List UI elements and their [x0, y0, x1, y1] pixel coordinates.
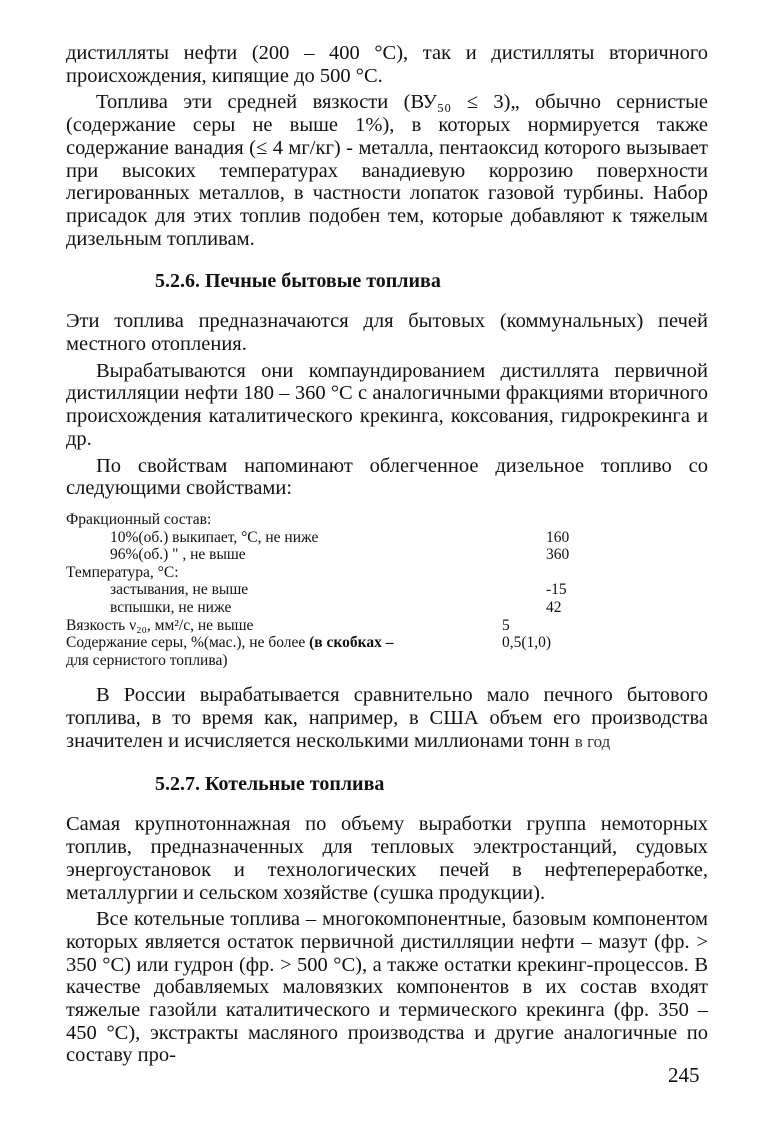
property-label: Температура, °С: [66, 563, 179, 581]
property-label: Вязкость ν₂₀, мм²/с, не выше [66, 616, 254, 634]
properties-table [66, 511, 708, 669]
paragraph-purpose: Эти топлива предназначаются для бытовых (коммунальных) печей местного отопления. [66, 310, 708, 356]
table-row [66, 617, 708, 635]
paragraph-fuel-viscosity: Топлива эти средней вязкости (ВУ₅₀ ≤ 3)„ обычно сернистые (содержание серы не выше 1%), в которых нормируется также содержание ванадия (≤ 4 мг/кг) - металла, пентаоксид которого вызывает при высоких температурах ванадиевую коррозию поверхности легированных металлов, в частности лопаток газовой турбины. Набор присадок для этих топлив подобен тем, которые добавляют к тяжелым дизельным топливам. [66, 91, 708, 250]
property-label: для сернистого топлива) [66, 651, 228, 669]
property-value: 5 [502, 616, 510, 634]
property-label: застывания, не выше [110, 581, 249, 599]
table-row [66, 529, 708, 547]
paragraph-russia-tail: в год [574, 731, 611, 751]
property-label: вспышки, не ниже [110, 598, 232, 616]
paragraph-boiler-components: Все котельные топлива – многокомпонентные, базовым компонентом которых является остаток первичной дистилляции нефти – мазут (фр. > 350 °С) или гудрон (фр. > 500 °С), а также остатки крекинг-процессов. В качестве добавляемых маловязких компонентов в их состав входят тяжелые газойли каталитического и термического крекинга (фр. 350 – 450 °С), экстракты масляного производства и другие аналогичные по составу про- [66, 908, 708, 1067]
section-heading-5-2-7: 5.2.7. Котельные топлива [155, 773, 385, 796]
paragraph-distillates: дистилляты нефти (200 – 400 °С), так и дистилляты вторичного происхождения, кипящие до 500 °С. [66, 42, 708, 87]
page-number: 245 [668, 1063, 700, 1087]
table-row [66, 546, 708, 564]
sulfur-label-part: Содержание серы, %(мас.), не более [66, 634, 306, 652]
document-page [66, 42, 708, 1067]
table-row [66, 511, 708, 529]
table-row [66, 634, 708, 652]
section-heading-5-2-6: 5.2.6. Печные бытовые топлива [155, 270, 441, 293]
property-value: -15 [546, 581, 567, 599]
paragraph-boiler-intro: Самая крупнотоннажная по объему выработки группа немоторных топлив, предназначенных для тепловых электростанций, судовых энергоустановок и технологических печей в нефтепереработке, металлургии и сельском хозяйстве (сушка продукции). [66, 813, 708, 904]
paragraph-russia-production [66, 684, 708, 753]
property-value: 360 [546, 546, 570, 564]
table-row [66, 652, 708, 670]
property-label [66, 634, 502, 652]
table-row [66, 581, 708, 599]
table-row [66, 599, 708, 617]
property-value: 42 [546, 598, 562, 616]
property-label: 96%(об.) " , не выше [110, 546, 246, 564]
table-row [66, 564, 708, 582]
paragraph-properties-intro: По свойствам напоминают облегченное дизельное топливо со следующими свойствами: [66, 454, 708, 500]
property-value: 0,5(1,0) [502, 634, 552, 652]
property-value: 160 [546, 528, 570, 546]
sulfur-label-bold: (в скобках – [309, 634, 394, 652]
paragraph-russia-main: В России вырабатывается сравнительно мало печного бытового топлива, в то время как, например, в США объем его производства значителен и исчисляется несколькими миллионами тонн [66, 684, 708, 752]
property-label: Фракционный состав: [66, 510, 212, 528]
property-label: 10%(об.) выкипает, °С, не ниже [110, 528, 319, 546]
paragraph-production: Вырабатываются они компаундированием дистиллята первичной дистилляции нефти 180 – 360 °С с аналогичными фракциями вторичного происхождения каталитического крекинга, коксования, гидрокрекинга и др. [66, 359, 708, 450]
